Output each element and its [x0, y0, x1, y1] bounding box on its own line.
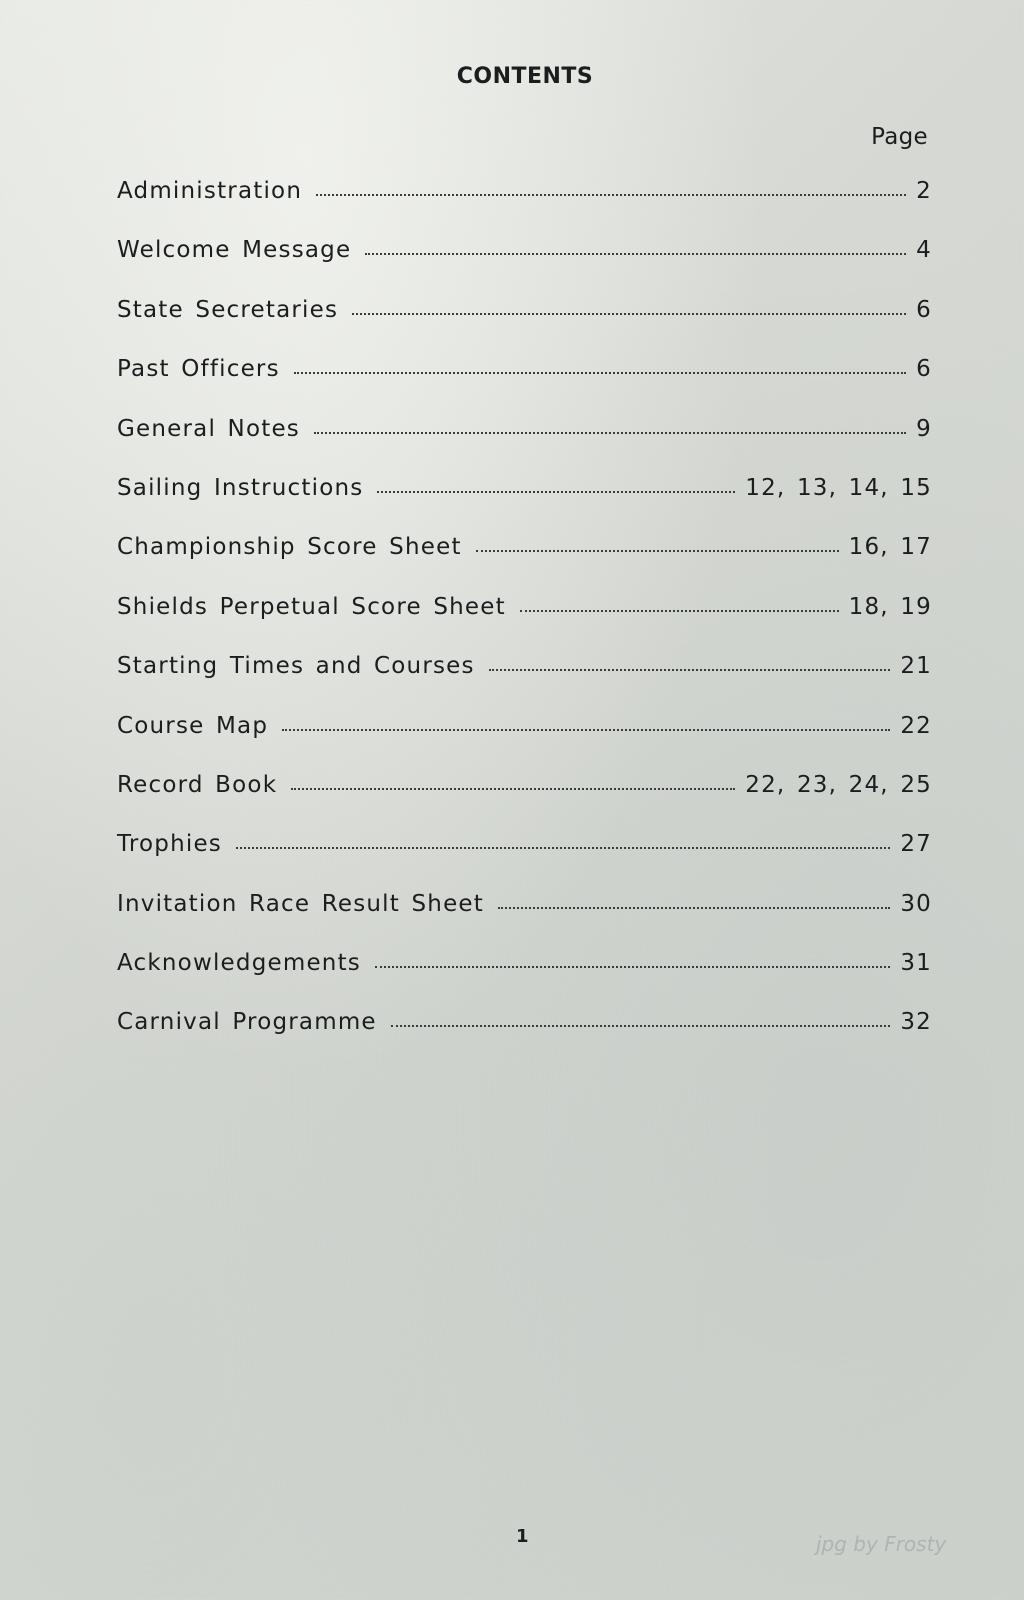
dot-leader: [489, 669, 891, 671]
toc-entry-label: Starting Times and Courses: [117, 653, 475, 680]
toc-entry: [117, 416, 932, 475]
dot-leader: [294, 372, 906, 374]
dot-leader: [375, 966, 890, 968]
toc-entry-pages: 4: [916, 237, 932, 264]
toc-entry-label: Trophies: [117, 831, 222, 858]
toc-list: [117, 178, 932, 1069]
toc-entry: [117, 534, 932, 593]
dot-leader: [365, 253, 906, 255]
toc-entry-label: Shields Perpetual Score Sheet: [117, 593, 506, 620]
toc-entry-label: General Notes: [117, 415, 300, 442]
toc-entry-pages: 9: [916, 415, 932, 442]
toc-entry-label: Carnival Programme: [117, 1009, 377, 1036]
toc-entry-label: Acknowledgements: [117, 950, 361, 977]
watermark: jpg by Frosty: [816, 1532, 947, 1556]
toc-entry-label: Past Officers: [117, 356, 280, 383]
toc-entry: [117, 713, 932, 772]
toc-entry-pages: 6: [916, 356, 932, 383]
dot-leader: [236, 847, 890, 849]
toc-entry: [117, 594, 932, 653]
dot-leader: [291, 788, 735, 790]
toc-entry: [117, 475, 932, 534]
toc-entry-pages: 31: [900, 950, 932, 977]
toc-entry-pages: 22, 23, 24, 25: [745, 771, 932, 798]
toc-entry-label: Course Map: [117, 712, 269, 739]
toc-entry: [117, 297, 932, 356]
toc-entry: [117, 831, 932, 890]
toc-entry-pages: 30: [900, 890, 932, 917]
toc-entry: [117, 772, 932, 831]
toc-entry-pages: 27: [900, 831, 932, 858]
toc-entry-label: Welcome Message: [117, 237, 352, 264]
toc-entry-label: Sailing Instructions: [117, 474, 364, 501]
dot-leader: [498, 907, 890, 909]
dot-leader: [352, 313, 906, 315]
toc-entry-label: State Secretaries: [117, 296, 339, 323]
toc-entry-pages: 22: [900, 712, 932, 739]
toc-entry: [117, 891, 932, 950]
toc-entry: [117, 178, 932, 237]
page-number: 1: [516, 1526, 529, 1547]
toc-entry-label: Administration: [117, 178, 303, 204]
toc-entry-pages: 6: [916, 296, 932, 323]
toc-entry: [117, 950, 932, 1009]
dot-leader: [282, 729, 890, 731]
toc-entry-label: Invitation Race Result Sheet: [117, 890, 484, 917]
toc-entry-pages: 16, 17: [848, 534, 932, 561]
dot-leader: [391, 1025, 891, 1027]
toc-entry-pages: 32: [900, 1009, 932, 1036]
toc-entry: [117, 237, 932, 296]
toc-entry-pages: 2: [916, 178, 932, 204]
dot-leader: [316, 194, 906, 196]
dot-leader: [377, 491, 735, 493]
toc-entry-pages: 18, 19: [848, 593, 932, 620]
toc-entry-label: Record Book: [117, 771, 278, 798]
page-title: CONTENTS: [456, 64, 594, 89]
toc-entry-pages: 21: [900, 653, 932, 680]
dot-leader: [314, 432, 906, 434]
toc-entry: [117, 1009, 932, 1068]
toc-entry-label: Championship Score Sheet: [117, 534, 462, 561]
dot-leader: [520, 610, 839, 612]
dot-leader: [476, 550, 839, 552]
page-column-header: Page: [871, 124, 928, 150]
toc-entry: [117, 653, 932, 712]
toc-entry: [117, 356, 932, 415]
toc-entry-pages: 12, 13, 14, 15: [745, 474, 932, 501]
